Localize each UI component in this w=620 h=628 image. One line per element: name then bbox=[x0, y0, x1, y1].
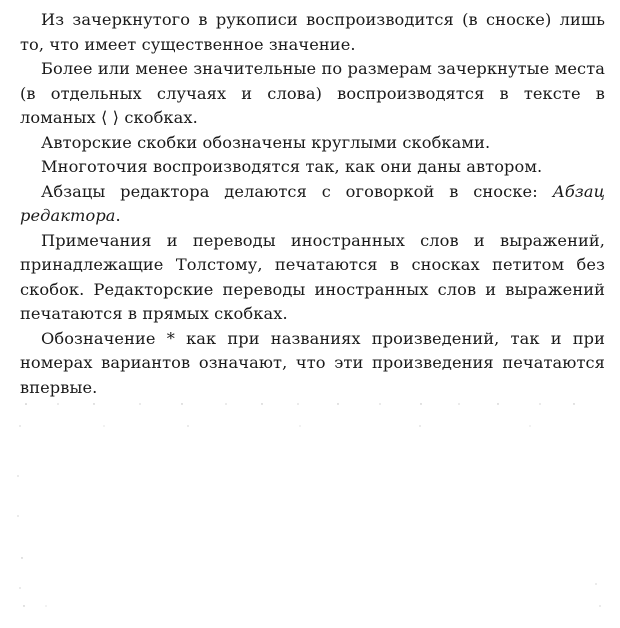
page-body bbox=[20, 8, 605, 400]
editor-paragraph-italic-note: Абзац редактора bbox=[20, 181, 605, 225]
scan-speckles bbox=[0, 380, 620, 628]
paragraph-crossed-out-footnote: Из зачеркнутого в рукописи воспроизводится (в сноске) лишь то, что имеет существенное значение. bbox=[20, 10, 605, 54]
paragraph-crossed-out-angle-brackets: Более или менее значительные по размерам зачеркнутые места (в отдельных случаях и слова) воспроизводятся в тексте в ломаных ⟨ ⟩ скобках. bbox=[20, 59, 605, 127]
paragraph-asterisk-designation: Обозначение * как при названиях произведений, так и при номерах вариантов означают, что эти произведения печатаются впервые. bbox=[20, 328, 605, 397]
editor-paragraphs-period: . bbox=[115, 206, 121, 225]
paragraph-notes-translations: Примечания и переводы иностранных слов и выражений, принадлежащие Толстому, печатаются в сносках петитом без скобок. Редакторские переводы иностранных слов и выражений печатаются в прямых скобках. bbox=[20, 230, 605, 323]
paragraph-editor-paragraphs bbox=[20, 180, 605, 229]
paragraph-ellipsis: Многоточия воспроизводятся так, как они даны автором. bbox=[41, 157, 543, 176]
paragraph-author-brackets: Авторские скобки обозначены круглыми скобками. bbox=[41, 132, 491, 152]
editor-paragraphs-text: Абзацы редактора делаются с оговоркой в сноске: bbox=[41, 181, 553, 201]
